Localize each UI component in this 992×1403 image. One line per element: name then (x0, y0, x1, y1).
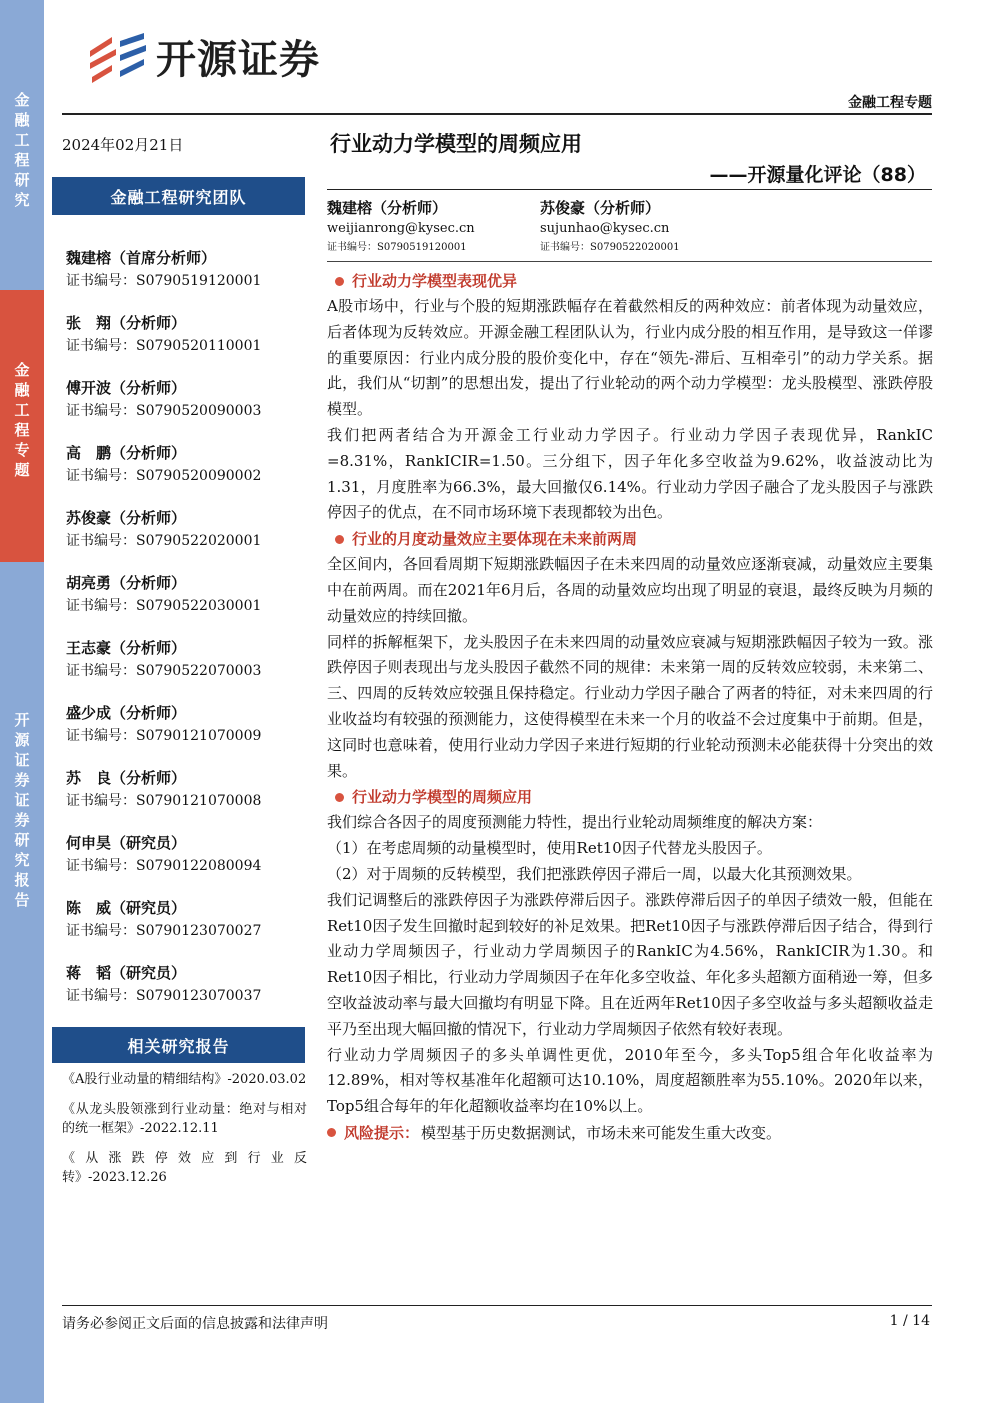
body-paragraph: （2）对于周频的反转模型，我们把涨跌停因子滞后一周，以最大化其预测效果。 (327, 864, 862, 883)
related-report-link[interactable]: 《从涨跌停效应到行业反转》-2023.12.26 (62, 1151, 307, 1185)
analyst-name: 魏建榕（首席分析师） (66, 249, 217, 267)
body-paragraph: 我们综合各因子的周度预测能力特性，提出行业轮动周频维度的解决方案： (327, 813, 823, 832)
analyst-item (66, 833, 306, 898)
body-paragraph: （1）在考虑周频的动量模型时，使用Ret10因子代替龙头股因子。 (327, 839, 772, 858)
analyst-item (66, 573, 306, 638)
analyst-item (66, 703, 306, 768)
body-paragraph: 同样的拆解框架下，龙头股因子在未来四周的动量效应衰减与短期涨跌幅因子较为一致。涨跌停因子则表现出与龙头股因子截然不同的规律：未来第一周的反转效应较弱，未来第二、三、四周的反转效应较强且保持稳定。行业动力学因子融合了两者的特征，对未来四周的行业收益均有较强的预测能力，这使得模型在未来一个月的收益不会过度集中于前期。但是，这同时也意味着，使用行业动力学因子来进行短期的行业轮动预测未必能获得十分突出的效果。 (327, 632, 933, 780)
side-label-research: 金融工程研究 (14, 91, 30, 209)
related-heading: 相关研究报告 (52, 1027, 305, 1063)
report-category: 金融工程专题 (848, 95, 932, 111)
analyst-item (66, 898, 306, 963)
analyst-list (66, 248, 306, 1028)
analyst-item (66, 313, 306, 378)
title-divider (327, 189, 932, 190)
analyst-name: 王志豪（分析师） (66, 639, 187, 657)
bullet-icon (335, 277, 344, 286)
section-heading: 行业动力学模型表现优异 (327, 268, 933, 294)
author-email[interactable]: sujunhao@kysec.cn (540, 221, 670, 236)
analyst-cert: 证书编号：S0790519120001 (66, 273, 262, 289)
team-heading: 金融工程研究团队 (52, 177, 305, 215)
author-block (327, 198, 475, 255)
side-label-brand: 开源证券 证券研究报告 (14, 711, 30, 909)
risk-note (327, 1120, 933, 1146)
page-number: 1 / 14 (889, 1313, 930, 1329)
related-report-list (62, 1070, 307, 1198)
analyst-cert: 证书编号：S0790522020001 (66, 533, 262, 549)
section-heading: 行业的月度动量效应主要体现在未来前两周 (327, 526, 933, 552)
analyst-name: 蒋 韬（研究员） (66, 964, 187, 982)
body-paragraph: 全区间内，各回看周期下短期涨跌幅因子在未来四周的动量效应逐渐衰减，动量效应主要集中在前两周。而在2021年6月后，各周的动量效应均出现了明显的衰退，最终反映为月频的动量效应的持续回撤。 (327, 555, 933, 625)
risk-text: 模型基于历史数据测试，市场未来可能发生重大改变。 (421, 1123, 782, 1142)
logo-text: 开源证券 (156, 37, 320, 83)
author-block (540, 198, 680, 255)
analyst-cert: 证书编号：S0790522030001 (66, 598, 262, 614)
analyst-name: 高 鹏（分析师） (66, 444, 187, 462)
related-report-link[interactable]: 《A股行业动量的精细结构》-2020.03.02 (62, 1072, 307, 1087)
analyst-name: 张 翔（分析师） (66, 314, 187, 332)
analyst-cert: 证书编号：S0790121070008 (66, 793, 262, 809)
footer-disclaimer: 请务必参阅正文后面的信息披露和法律声明 (62, 1316, 328, 1332)
analyst-item (66, 768, 306, 833)
analyst-name: 傅开波（分析师） (66, 379, 187, 397)
analyst-item (66, 443, 306, 508)
author-cert: 证书编号：S0790519120001 (327, 242, 467, 253)
analyst-cert: 证书编号：S0790520090002 (66, 468, 262, 484)
analyst-cert: 证书编号：S0790522070003 (66, 663, 262, 679)
risk-label: 风险提示： (344, 1123, 420, 1142)
bullet-icon (335, 793, 344, 802)
analyst-cert: 证书编号：S0790122080094 (66, 858, 262, 874)
author-name: 魏建榕（分析师） (327, 199, 448, 217)
report-date: 2024年02月21日 (62, 136, 184, 154)
side-strip-middle (0, 290, 44, 562)
author-email[interactable]: weijianrong@kysec.cn (327, 221, 475, 236)
header-divider (62, 113, 932, 115)
analyst-cert: 证书编号：S0790123070037 (66, 988, 262, 1004)
kysec-logo-icon (86, 29, 150, 85)
section-heading: 行业动力学模型的周频应用 (327, 784, 933, 810)
body-paragraph: 我们记调整后的涨跌停因子为涨跌停滞后因子。涨跌停滞后因子的单因子绩效一般，但能在Ret10因子发生回撤时起到较好的补足效果。把Ret10因子与涨跌停滞后因子结合，得到行业动力学周频因子，行业动力学周频因子的RankIC为4.56%，RankICIR为1.30。和Ret10因子相比，行业动力学周频因子在年化多空收益、年化多头超额方面稍逊一筹，但多空收益波动率与最大回撤均有明显下降。且在近两年Ret10因子多空收益与多头超额收益走平乃至出现大幅回撤的情况下，行业动力学周频因子依然有较好表现。 (327, 890, 933, 1038)
analyst-item (66, 378, 306, 443)
side-strip-bottom (0, 562, 44, 1403)
analyst-cert: 证书编号：S0790520090003 (66, 403, 262, 419)
side-label-topic: 金融工程专题 (14, 361, 30, 479)
author-cert: 证书编号：S0790522020001 (540, 242, 680, 253)
author-name: 苏俊豪（分析师） (540, 199, 661, 217)
related-report-link[interactable]: 《从龙头股领涨到行业动量：绝对与相对的统一框架》-2022.12.11 (62, 1102, 307, 1136)
bullet-icon (327, 1128, 336, 1137)
report-subtitle: ——开源量化评论（88） (709, 164, 926, 186)
author-divider (327, 261, 932, 262)
body-paragraph: 我们把两者结合为开源金工行业动力学因子。行业动力学因子表现优异，RankIC =8.31%，RankICIR=1.50。三分组下，因子年化多空收益为9.62%，收益波动比为1.31，月度胜率为66.3%，最大回撤仅6.14%。行业动力学因子融合了龙头股因子与涨跌停因子的优点，在不同市场环境下表现都较为出色。 (327, 425, 933, 522)
analyst-cert: 证书编号：S0790123070027 (66, 923, 262, 939)
side-strip-top (0, 0, 44, 290)
analyst-name: 胡亮勇（分析师） (66, 574, 187, 592)
side-strip (0, 0, 44, 1403)
analyst-item (66, 508, 306, 573)
analyst-name: 苏俊豪（分析师） (66, 509, 187, 527)
analyst-item (66, 248, 306, 313)
analyst-cert: 证书编号：S0790520110001 (66, 338, 262, 354)
body-paragraph: 行业动力学周频因子的多头单调性更优，2010年至今，多头Top5组合年化收益率为12.89%，相对等权基准年化超额可达10.10%，周度超额胜率为55.10%。2020年以来，Top5组合每年的年化超额收益率均在10%以上。 (327, 1045, 933, 1116)
analyst-cert: 证书编号：S0790121070009 (66, 728, 262, 744)
analyst-name: 苏 良（分析师） (66, 769, 187, 787)
bullet-icon (335, 535, 344, 544)
report-title: 行业动力学模型的周频应用 (330, 132, 582, 156)
brand-logo (86, 28, 320, 85)
analyst-name: 陈 威（研究员） (66, 899, 187, 917)
body-paragraph: A股市场中，行业与个股的短期涨跌幅存在着截然相反的两种效应：前者体现为动量效应，后者体现为反转效应。开源金融工程团队认为，行业内成分股的相互作用，是导致这一佯谬的重要原因：行业内成分股的股价变化中，存在“领先-滞后、互相牵引”的动力学关系。据此，我们从“切割”的思想出发，提出了行业轮动的两个动力学模型：龙头股模型、涨跌停股模型。 (327, 297, 933, 419)
footer-divider (62, 1305, 932, 1306)
report-body (327, 268, 933, 1146)
analyst-item (66, 638, 306, 703)
analyst-name: 盛少成（分析师） (66, 704, 187, 722)
analyst-name: 何申昊（研究员） (66, 834, 187, 852)
analyst-item (66, 963, 306, 1028)
